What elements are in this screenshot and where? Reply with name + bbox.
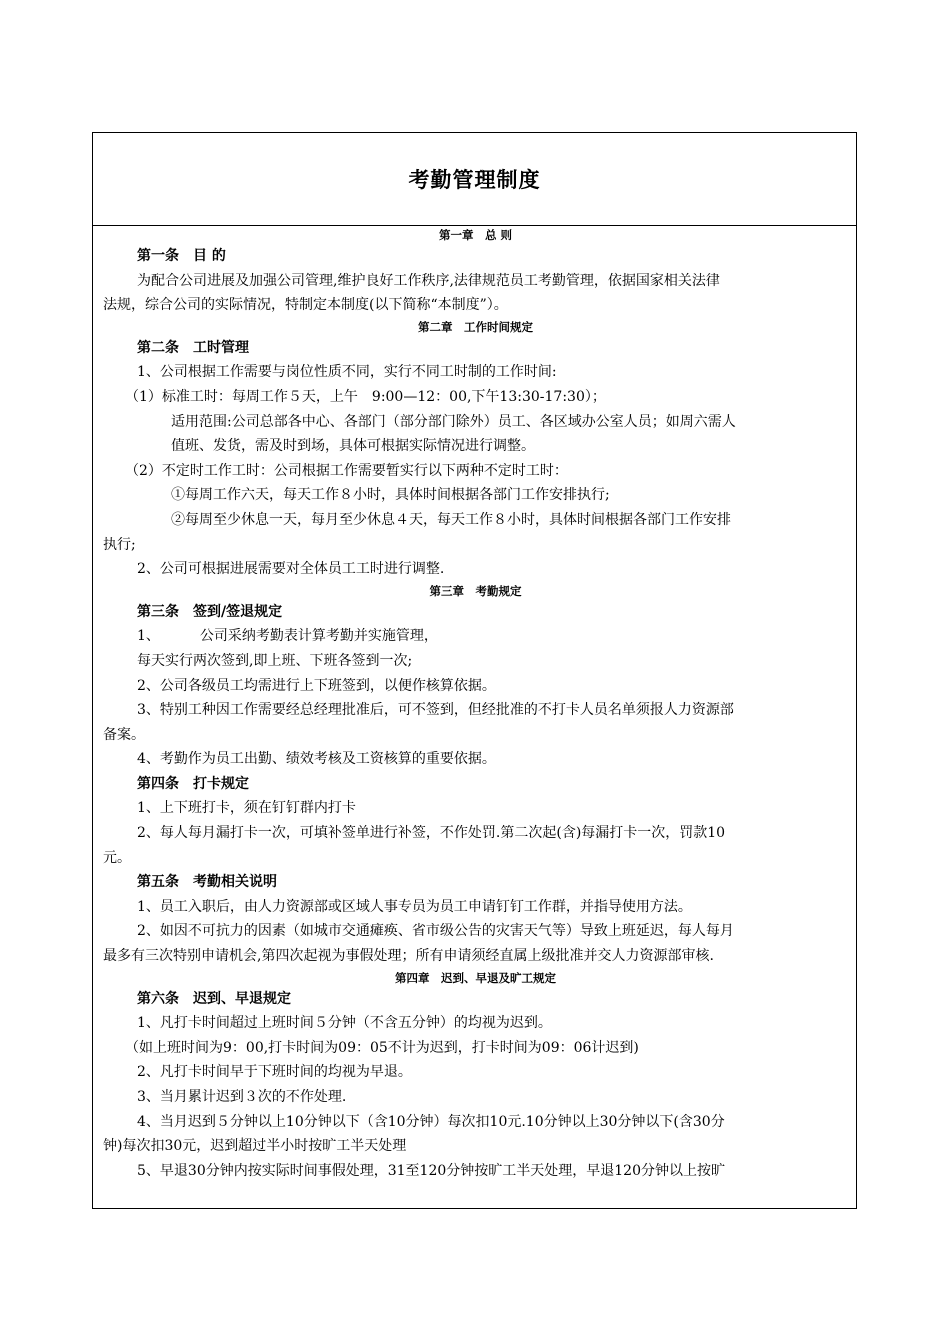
article-heading: 第六条 迟到、早退规定: [137, 990, 291, 1007]
paragraph-line: 最多有三次特别申请机会,第四次起视为事假处理；所有申请须经直属上级批准并交人力资源部审核.: [103, 948, 714, 965]
paragraph-line: （2）不定时工作工时：公司根据工作需要暂实行以下两种不定时工时：: [125, 462, 568, 479]
article-heading: 第三条 签到/签退规定: [137, 603, 283, 620]
paragraph-line: 法规，综合公司的实际情况，特制定本制度(以下简称“本制度”）。: [103, 297, 508, 314]
paragraph-line: 执行;: [103, 536, 136, 553]
chapter-heading: 第二章 工作时间规定: [418, 319, 533, 334]
paragraph-line: 4、当月迟到５分钟以上10分钟以下（含10分钟）每次扣10元.10分钟以上30分钟以下(含30分: [137, 1113, 725, 1130]
paragraph-line: 1、凡打卡时间超过上班时间５分钟（不含五分钟）的均视为迟到。: [137, 1015, 552, 1032]
paragraph-line: ②每周至少休息一天，每月至少休息４天，每天工作８小时，具体时间根据各部门工作安排: [171, 511, 731, 528]
article-heading: 第一条 目 的: [137, 248, 226, 264]
title-row: [93, 133, 856, 226]
paragraph-line: 每天实行两次签到,即上班、下班各签到一次;: [137, 652, 413, 669]
paragraph-line: 5、早退30分钟内按实际时间事假处理，31至120分钟按旷工半天处理，早退120分钟以上按旷: [137, 1162, 725, 1179]
paragraph-line: 元。: [103, 849, 131, 866]
document-frame: [92, 132, 857, 1209]
paragraph-line: 4、考勤作为员工出勤、绩效考核及工资核算的重要依据。: [137, 751, 496, 768]
chapter-heading: 第四章 迟到、早退及旷工规定: [395, 970, 556, 985]
paragraph-line: （如上班时间为9：00,打卡时间为09：05不计为迟到，打卡时间为09：06计迟到): [125, 1039, 639, 1056]
paragraph-line: 适用范围:公司总部各中心、各部门（部分部门除外）员工、各区域办公室人员；如周六需人: [171, 413, 736, 430]
paragraph-line: 钟)每次扣30元，迟到超过半小时按旷工半天处理: [103, 1138, 407, 1155]
article-heading: 第二条 工时管理: [137, 339, 249, 356]
paragraph-line: 为配合公司进展及加强公司管理,维护良好工作秩序,法律规范员工考勤管理，依据国家相关法律: [137, 272, 720, 289]
paragraph-line: 1、上下班打卡，须在钉钉群内打卡: [137, 800, 356, 817]
document-title: 考勤管理制度: [408, 168, 541, 192]
list-number: 1、: [137, 628, 160, 645]
paragraph-line: 2、公司可根据进展需要对全体员工工时进行调整.: [137, 561, 445, 578]
paragraph-line: 值班、发货，需及时到场，具体可根据实际情况进行调整。: [171, 438, 535, 455]
paragraph-line: 1、员工入职后，由人力资源部或区域人事专员为员工申请钉钉工作群，并指导使用方法。: [137, 898, 692, 915]
chapter-heading: 第三章 考勤规定: [429, 583, 522, 598]
paragraph-line: 2、公司各级员工均需进行上下班签到，以便作核算依据。: [137, 677, 496, 694]
paragraph-line: 3、当月累计迟到３次的不作处理.: [137, 1089, 347, 1105]
paragraph-line: 1、公司根据工作需要与岗位性质不同，实行不同工时制的工作时间:: [137, 364, 557, 381]
paragraph-line: 2、如因不可抗力的因素（如城市交通瘫痪、省市级公告的灾害天气等）导致上班延迟，每人每月: [137, 923, 734, 940]
document-body: [93, 226, 856, 1183]
article-heading: 第五条 考勤相关说明: [137, 874, 277, 891]
paragraph-line: [103, 624, 848, 649]
paragraph-line: 2、凡打卡时间早于下班时间的均视为早退。: [137, 1064, 412, 1081]
list-text: 公司采纳考勤表计算考勤并实施管理，: [199, 628, 438, 645]
paragraph-line: 备案。: [103, 726, 145, 743]
paragraph-line: 3、特别工种因工作需要经总经理批准后，可不签到，但经批准的不打卡人员名单须报人力资源部: [137, 702, 734, 719]
paragraph-line: ①每周工作六天，每天工作８小时，具体时间根据各部门工作安排执行;: [171, 487, 610, 504]
paragraph-line: 2、每人每月漏打卡一次，可填补签单进行补签，不作处罚.第二次起(含)每漏打卡一次，罚款10: [137, 825, 726, 842]
article-heading: 第四条 打卡规定: [137, 775, 249, 792]
chapter-heading: 第一章 总 则: [438, 228, 512, 242]
paragraph-line: （1）标准工时：每周工作５天，上午 9:00—12：00,下午13:30-17:30）；: [125, 388, 606, 405]
